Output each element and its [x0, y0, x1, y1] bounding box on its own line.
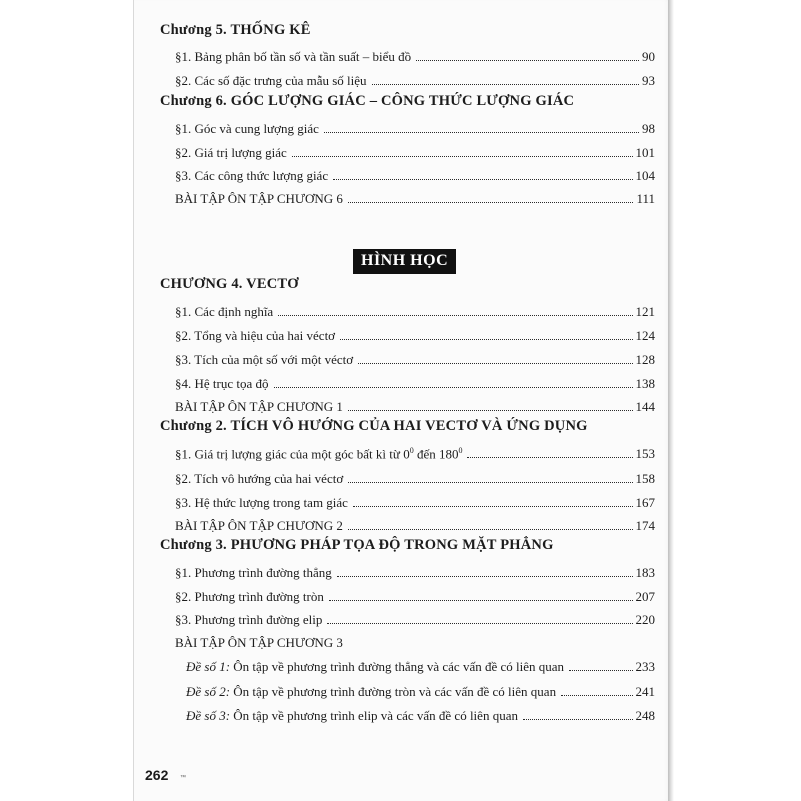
toc-entry — [175, 45, 655, 65]
toc-entry — [175, 164, 655, 184]
toc-entry-page: 241 — [635, 684, 655, 699]
exam-prefix: Đề số 2: — [186, 684, 231, 699]
toc-entry-page: 90 — [642, 49, 655, 64]
toc-entry-label: §2. Các số đặc trưng của mẫu số liệu — [175, 73, 367, 88]
toc-entry-page: 124 — [635, 328, 655, 343]
toc-entry-label — [186, 684, 558, 700]
toc-sub-entry — [186, 704, 655, 724]
toc-entry — [175, 187, 655, 207]
exam-prefix: Đề số 1: — [186, 659, 231, 674]
toc-entry-label: §3. Phương trình đường elip — [175, 612, 323, 627]
leader-dots — [348, 201, 634, 203]
toc-entry-page: 138 — [635, 376, 655, 391]
degree-sup: 0 — [458, 445, 463, 455]
toc-entry-label — [175, 446, 464, 462]
toc-sub-entry — [186, 680, 655, 700]
toc-entry-label: §1. Góc và cung lượng giác — [175, 121, 319, 136]
leader-dots — [353, 505, 633, 507]
toc-entry-page: 128 — [635, 352, 655, 367]
toc-entry-page: 233 — [635, 659, 655, 674]
leader-dots — [467, 456, 632, 458]
toc-entry-label: §2. Tích vô hướng của hai véctơ — [175, 471, 344, 486]
toc-entry-label: §3. Các công thức lượng giác — [175, 168, 329, 183]
label-part: Ôn tập về phương trình đường tròn và các vấn đề có liên quan — [230, 684, 557, 699]
toc-entry — [175, 141, 655, 161]
leader-dots — [333, 178, 632, 180]
leader-dots — [348, 409, 633, 411]
toc-entry — [175, 491, 655, 511]
toc-entry — [175, 561, 655, 581]
chapter-heading: Chương 6. GÓC LƯỢNG GIÁC – CÔNG THỨC LƯỢNG GIÁC — [160, 93, 575, 109]
leader-dots — [324, 131, 639, 133]
toc-entry-page: 111 — [636, 191, 655, 206]
toc-entry — [175, 467, 655, 487]
toc-entry-page: 153 — [635, 446, 655, 461]
page-number: 262 — [145, 767, 169, 783]
page-edge-shadow — [668, 0, 674, 801]
toc-entry-page: 121 — [635, 304, 655, 319]
leader-dots — [561, 694, 632, 696]
label-part: đến 180 — [413, 446, 459, 461]
leader-dots — [358, 362, 632, 364]
toc-entry-label: BÀI TẬP ÔN TẬP CHƯƠNG 6 — [175, 191, 343, 206]
leader-dots — [292, 155, 633, 157]
leader-dots — [348, 528, 633, 530]
toc-entry-label — [186, 659, 566, 675]
leader-dots — [337, 575, 633, 577]
toc-entry-label: BÀI TẬP ÔN TẬP CHƯƠNG 3 — [175, 635, 343, 650]
toc-entry-page: 101 — [635, 145, 655, 160]
degree-sup: 0 — [409, 445, 414, 455]
toc-entry — [175, 348, 655, 368]
toc-entry-label: §3. Hệ thức lượng trong tam giác — [175, 495, 348, 510]
leader-dots — [329, 599, 633, 601]
leader-dots — [340, 338, 632, 340]
toc-entry-page: 174 — [635, 518, 655, 533]
toc-entry-page: 167 — [635, 495, 655, 510]
toc-entry — [175, 372, 655, 392]
leader-dots — [372, 83, 639, 85]
exam-prefix: Đề số 3: — [186, 708, 231, 723]
toc-entry-page: 144 — [635, 399, 655, 414]
toc-entry — [175, 117, 655, 137]
toc-entry-label: §3. Tích của một số với một véctơ — [175, 352, 354, 367]
section-banner: HÌNH HỌC — [353, 249, 456, 274]
toc-entry-label: §2. Giá trị lượng giác — [175, 145, 287, 160]
toc-entry — [175, 442, 655, 462]
toc-entry-page: 104 — [635, 168, 655, 183]
label-part: Ôn tập về phương trình đường thẳng và các vấn đề có liên quan — [230, 659, 565, 674]
chapter-heading: CHƯƠNG 4. VECTƠ — [160, 276, 299, 292]
toc-entry-page: 93 — [642, 73, 655, 88]
toc-entry-label: §4. Hệ trục tọa độ — [175, 376, 269, 391]
toc-sub-entry — [186, 655, 655, 675]
toc-entry-label: §1. Bảng phân bố tần số và tần suất – biểu đồ — [175, 49, 412, 64]
label-part: Ôn tập về phương trình elip và các vấn đề có liên quan — [230, 708, 518, 723]
toc-entry-page: 207 — [635, 589, 655, 604]
toc-entry — [175, 514, 655, 534]
toc-entry — [175, 608, 655, 628]
leader-dots — [327, 622, 632, 624]
toc-entry-label: BÀI TẬP ÔN TẬP CHƯƠNG 1 — [175, 399, 343, 414]
toc-entry — [175, 300, 655, 320]
chapter-heading: Chương 3. PHƯƠNG PHÁP TỌA ĐỘ TRONG MẶT PHẲNG — [160, 537, 554, 553]
toc-entry — [175, 631, 655, 651]
toc-entry-label: §2. Phương trình đường tròn — [175, 589, 324, 604]
toc-entry — [175, 69, 655, 89]
leader-dots — [416, 59, 639, 61]
leader-dots — [274, 386, 633, 388]
toc-entry — [175, 585, 655, 605]
toc-entry — [175, 324, 655, 344]
chapter-heading: Chương 2. TÍCH VÔ HƯỚNG CỦA HAI VECTƠ VÀ ỨNG DỤNG — [160, 418, 588, 434]
leader-dots — [348, 481, 632, 483]
leader-dots — [569, 669, 632, 671]
toc-entry — [175, 395, 655, 415]
label-part: §1. Giá trị lượng giác của một góc bất kì từ 0 — [175, 446, 410, 461]
toc-entry-page: 183 — [635, 565, 655, 580]
toc-entry-label — [186, 708, 520, 724]
footer-mark: ™ — [180, 775, 186, 781]
toc-entry-label: §1. Phương trình đường thẳng — [175, 565, 332, 580]
toc-entry-page: 158 — [635, 471, 655, 486]
toc-entry-label: §1. Các định nghĩa — [175, 304, 274, 319]
leader-dots — [278, 314, 632, 316]
toc-entry-page: 98 — [642, 121, 655, 136]
chapter-heading: Chương 5. THỐNG KÊ — [160, 22, 311, 38]
toc-entry-page: 248 — [635, 708, 655, 723]
toc-entry-label: BÀI TẬP ÔN TẬP CHƯƠNG 2 — [175, 518, 343, 533]
toc-entry-label: §2. Tổng và hiệu của hai véctơ — [175, 328, 336, 343]
leader-dots — [523, 718, 633, 720]
toc-entry-page: 220 — [635, 612, 655, 627]
